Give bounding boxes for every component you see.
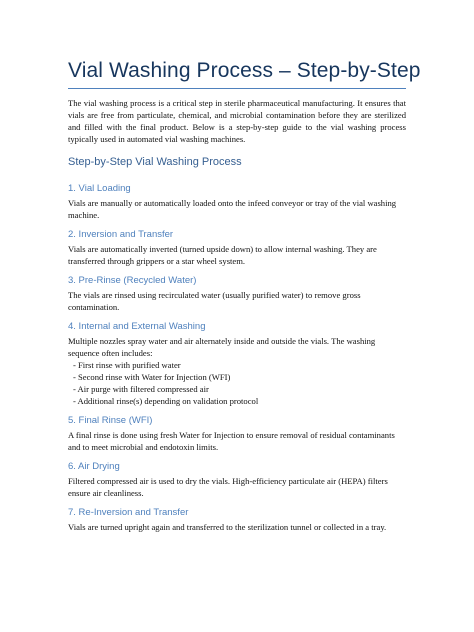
step-4-heading: 4. Internal and External Washing	[68, 321, 206, 332]
step-3-text: The vials are rinsed using recirculated water (usually purified water) to remove gross contamination.	[68, 290, 361, 312]
document-title: Vial Washing Process – Step-by-Step	[68, 59, 421, 82]
intro-paragraph: The vial washing process is a critical step in sterile pharmaceutical manufacturing. It ensures that vials are free from particulate, chemical, and microbial contamination before they are sterilized and filled with the final product. Below is a step-by-step guide to the vial washing process typically used in automated vial washing machines.	[68, 98, 406, 144]
step-4-list-item: - Second rinse with Water for Injection (WFI)	[73, 372, 231, 382]
step-1-heading: 1. Vial Loading	[68, 183, 131, 194]
step-7-heading: 7. Re-Inversion and Transfer	[68, 507, 189, 518]
section-heading: Step-by-Step Vial Washing Process	[68, 156, 242, 168]
step-3-heading: 3. Pre-Rinse (Recycled Water)	[68, 275, 197, 286]
step-5-text: A final rinse is done using fresh Water for Injection to ensure removal of residual contaminants and to meet microbial and endotoxin limits.	[68, 430, 395, 452]
step-2-heading: 2. Inversion and Transfer	[68, 229, 174, 240]
step-2-text: Vials are automatically inverted (turned upside down) to allow internal washing. They are transferred through grippers or a star wheel system.	[68, 244, 377, 266]
step-4-block	[68, 335, 406, 407]
step-7-text: Vials are turned upright again and transferred to the sterilization tunnel or collected in a tray.	[68, 522, 387, 532]
step-4-text: Multiple nozzles spray water and air alternately inside and outside the vials. The washing sequence often includes:	[68, 336, 376, 358]
step-6-heading: 6. Air Drying	[68, 461, 120, 472]
step-4-list-item: - Air purge with filtered compressed air	[73, 384, 209, 394]
step-6-text: Filtered compressed air is used to dry the vials. High-efficiency particulate air (HEPA) filters ensure air cleanliness.	[68, 476, 388, 498]
title-underline	[68, 88, 406, 89]
step-4-list-item: - First rinse with purified water	[73, 360, 181, 370]
step-5-heading: 5. Final Rinse (WFI)	[68, 415, 153, 426]
step-4-list-item: - Additional rinse(s) depending on validation protocol	[73, 396, 259, 406]
step-1-text: Vials are manually or automatically loaded onto the infeed conveyor or tray of the vial washing machine.	[68, 198, 397, 220]
